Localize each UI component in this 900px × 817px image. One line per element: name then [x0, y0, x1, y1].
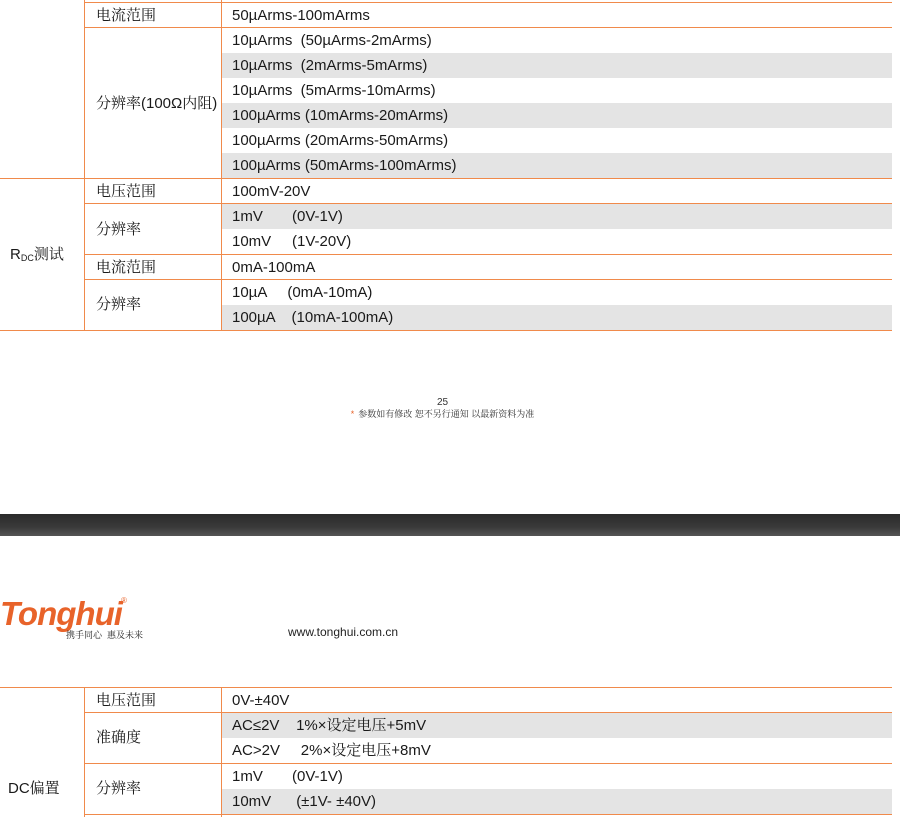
row-label-resolution: 分辨率 — [96, 221, 142, 238]
page-divider — [0, 514, 900, 536]
svg-text:®: ® — [121, 596, 127, 605]
row-value: AC>2V 2%×设定电压+8mV — [232, 742, 431, 759]
row-value: 10µArms (5mArms-10mArms) — [232, 82, 436, 99]
page-number: 25 — [436, 397, 449, 408]
group-label-dc-bias: DC偏置 — [8, 780, 60, 797]
svg-text:Tonghui: Tonghui — [0, 595, 122, 632]
row-label-resolution: 分辨率 — [96, 296, 142, 313]
row-value: 10µArms (50µArms-2mArms) — [232, 32, 432, 49]
row-value: 0V-±40V — [232, 692, 290, 709]
row-label-resolution: 分辨率 — [96, 780, 142, 797]
row-value: 10µArms (2mArms-5mArms) — [232, 57, 428, 74]
group-label-rdc-test: $R_{DC}$测试 — [10, 246, 64, 263]
row-value: 10mV (1V-20V) — [232, 233, 352, 250]
row-value: 10mV (±1V- ±40V) — [232, 793, 377, 810]
row-label-voltage-range: 电压范围 — [96, 183, 157, 200]
row-value: 0mA-100mA — [232, 259, 316, 276]
row-value: 100mV-20V — [232, 183, 311, 200]
row-value: 100µArms (10mArms-20mArms) — [232, 107, 449, 124]
row-value: 100µA (10mA-100mA) — [232, 309, 394, 326]
row-value: AC≤2V 1%×设定电压+5mV — [232, 717, 427, 734]
row-label-current-range: 电流范围 — [96, 259, 157, 276]
row-label-voltage-range: 电压范围 — [96, 692, 157, 709]
row-label-current-range: 电流范围 — [96, 7, 157, 24]
footer-note: * 参数如有修改 恕不另行通知 以最新资料为准 — [350, 409, 535, 419]
row-label-accuracy: 准确度 — [96, 729, 142, 746]
row-value: 1mV (0V-1V) — [232, 768, 343, 785]
row-value: 100µArms (50mArms-100mArms) — [232, 157, 457, 174]
website-url[interactable]: www.tonghui.com.cn — [288, 625, 399, 639]
asterisk-icon: * — [350, 409, 355, 419]
row-value: 50µArms-100mArms — [232, 7, 370, 24]
slogan: 携手同心 惠及未来 — [66, 630, 144, 640]
row-value: 100µArms (20mArms-50mArms) — [232, 132, 449, 149]
row-value: 1mV (0V-1V) — [232, 208, 343, 225]
row-value: 10µA (0mA-10mA) — [232, 284, 373, 301]
row-label-resolution-100ohm: 分辨率(100Ω内阻) — [96, 95, 218, 112]
